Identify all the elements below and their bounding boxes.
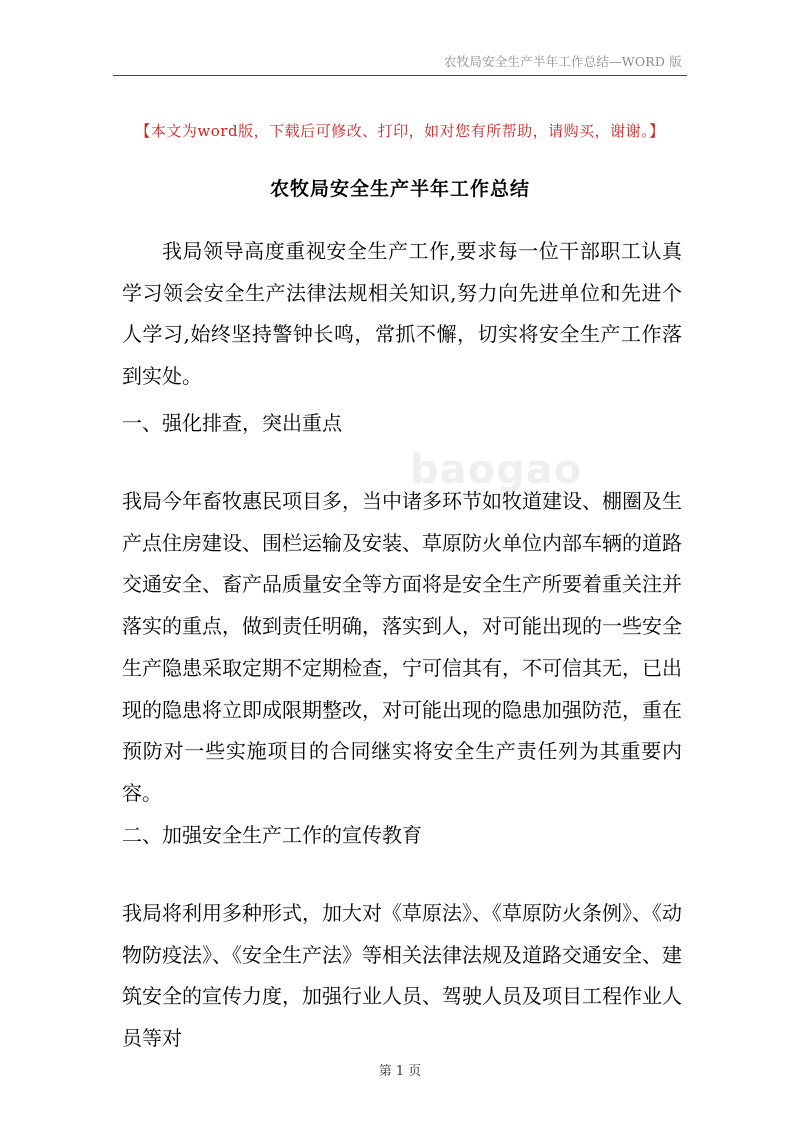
page-number: 第 1 页	[378, 1064, 422, 1079]
running-header: 农牧局安全生产半年工作总结—WORD 版	[443, 54, 682, 69]
section-heading-1: 一、强化排查，突出重点	[122, 411, 342, 435]
watermark: baogao	[410, 447, 583, 493]
header-divider	[113, 75, 687, 76]
intro-paragraph: 我局领导高度重视安全生产工作,要求每一位干部职工认真学习领会安全生产法律法规相关知识,努力向先进单位和先进个人学习,始终坚持警钟长鸣，常抓不懈，切实将安全生产工作落到实处。	[122, 239, 682, 389]
document-title: 农牧局安全生产半年工作总结	[269, 178, 530, 200]
section-heading-2: 二、加强安全生产工作的宣传教育	[122, 823, 422, 847]
section-body-1: 我局今年畜牧惠民项目多，当中诸多环节如牧道建设、棚圈及生产点住房建设、围栏运输及安装、草原防火单位内部车辆的道路交通安全、畜产品质量安全等方面将是安全生产所要着重关注并落实的重点，做到责任明确，落实到人，对可能出现的一些安全生产隐患采取定期不定期检查，宁可信其有，不可信其无，已出现的隐患将立即成限期整改，对可能出现的隐患加强防范，重在预防对一些实施项目的合同继实将安全生产责任列为其重要内容。	[122, 489, 682, 805]
section-body-2: 我局将利用多种形式，加大对《草原法》、《草原防火条例》、《动物防疫法》、《安全生产法》等相关法律法规及道路交通安全、建筑安全的宣传力度，加强行业人员、驾驶人员及项目工程作业人员等对	[122, 901, 682, 1051]
purchase-notice: 【本文为word版，下载后可修改、打印，如对您有所帮助，请购买，谢谢。】	[135, 122, 665, 140]
